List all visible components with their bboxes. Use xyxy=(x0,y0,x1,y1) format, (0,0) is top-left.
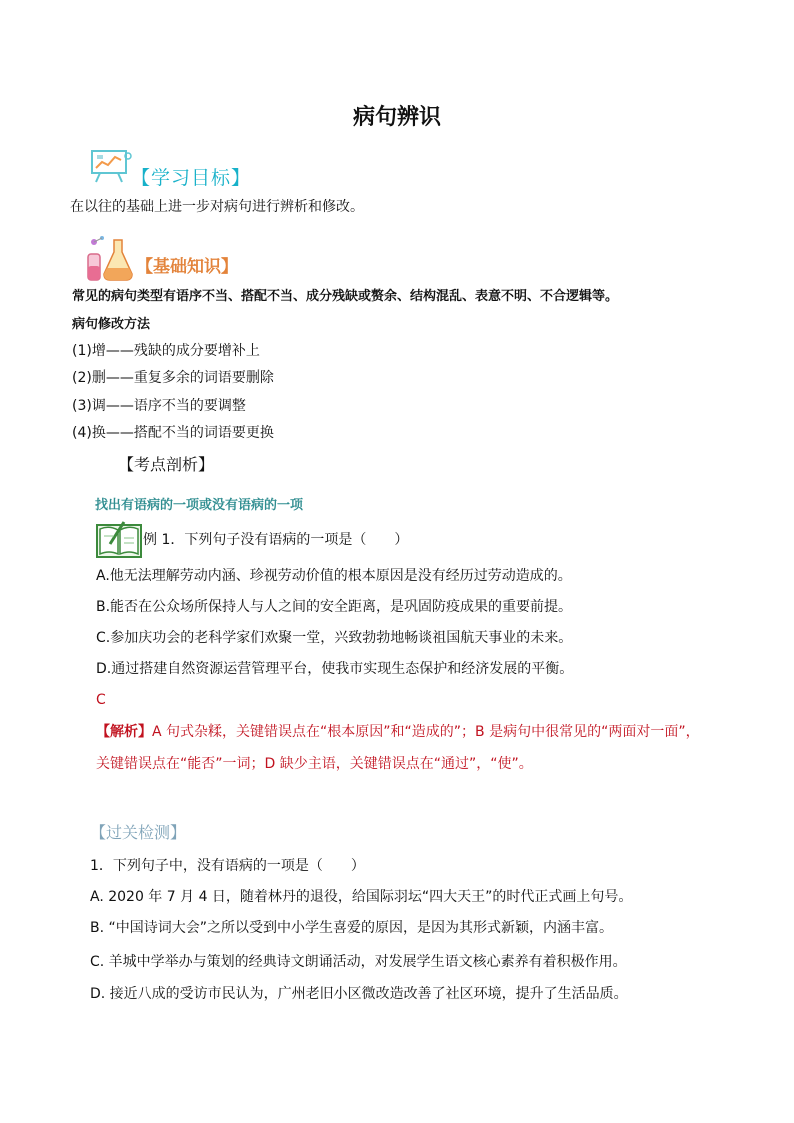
example-option: D.通过搭建自然资源运营管理平台，使我市实现生态保护和经济发展的平衡。 xyxy=(96,661,574,677)
goal-text: 在以往的基础上进一步对病句进行辨析和修改。 xyxy=(70,199,364,215)
analysis-subtitle: 找出有语病的一项或没有语病的一项 xyxy=(95,498,304,513)
explanation-text: A 句式杂糅，关键错误点在“根本原因”和“造成的”；B 是病句中很常见的“两面对一面”，关键错误点在“能否”一词；D 缺少主语，关键错误点在“通过”，“使”。 xyxy=(96,724,700,772)
test-question: 1．下列句子中，没有语病的一项是（ ） xyxy=(90,858,365,874)
analysis-header: 【考点剖析】 xyxy=(118,455,215,474)
example-option: B.能否在公众场所保持人与人之间的安全距离，是巩固防疫成果的重要前提。 xyxy=(96,599,573,615)
basic-header: 【基础知识】 xyxy=(136,257,238,277)
methods-title: 病句修改方法 xyxy=(72,317,151,332)
page-title: 病句辨识 xyxy=(352,105,441,130)
whiteboard-icon xyxy=(88,148,132,184)
basic-summary: 常见的病句类型有语序不当、搭配不当、成分残缺或赘余、结构混乱、表意不明、不合逻辑等。 xyxy=(72,289,619,304)
test-header: 【过关检测】 xyxy=(90,823,187,842)
test-option: B. “中国诗词大会”之所以受到中小学生喜爱的原因，是因为其形式新颖，内涵丰富。 xyxy=(90,920,614,936)
example-answer: C xyxy=(96,692,106,708)
method-item: (3)调——语序不当的要调整 xyxy=(72,398,246,414)
test-option: C. 羊城中学举办与策划的经典诗文朗诵活动，对发展学生语文核心素养有着积极作用。 xyxy=(90,954,627,970)
explanation-label: 【解析】 xyxy=(96,724,152,740)
goal-header: 【学习目标】 xyxy=(131,167,252,189)
example-option: C.参加庆功会的老科学家们欢聚一堂，兴致勃勃地畅谈祖国航天事业的未来。 xyxy=(96,630,573,646)
method-item: (1)增——残缺的成分要增补上 xyxy=(72,343,260,359)
test-option: A. 2020 年 7 月 4 日，随着林丹的退役，给国际羽坛“四大天王”的时代正式画上句号。 xyxy=(90,889,633,905)
example-question: 例 1．下列句子没有语病的一项是（ ） xyxy=(143,532,409,548)
example-explanation xyxy=(96,716,710,780)
flask-icon xyxy=(84,234,136,282)
method-item: (4)换——搭配不当的词语要更换 xyxy=(72,425,274,441)
example-option: A.他无法理解劳动内涵、珍视劳动价值的根本原因是没有经历过劳动造成的。 xyxy=(96,568,572,584)
test-option: D. 接近八成的受访市民认为，广州老旧小区微改造改善了社区环境，提升了生活品质。 xyxy=(90,986,628,1002)
book-icon xyxy=(96,520,142,558)
method-item: (2)删——重复多余的词语要删除 xyxy=(72,370,274,386)
